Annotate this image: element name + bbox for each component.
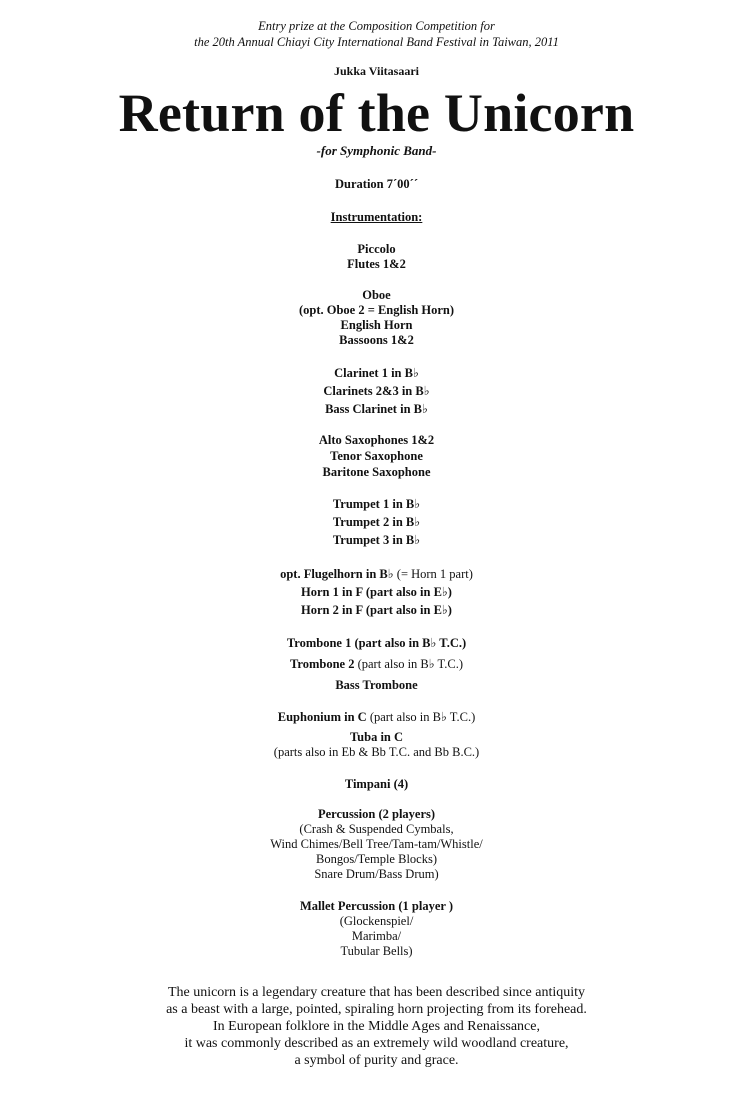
instrumentation-heading: Instrumentation: (330, 210, 423, 224)
instrument-line: Tenor Saxophone (330, 449, 423, 463)
euphonium-label: Euphonium in C (277, 710, 367, 724)
instrument-note: (Crash & Suspended Cymbals, (299, 822, 454, 836)
instrument-line: Trumpet 2 in B♭ (332, 515, 421, 529)
description-line: In European folklore in the Middle Ages and Renaissance, (213, 1019, 540, 1034)
instrument-note: Marimba/ (351, 929, 402, 943)
description-line: The unicorn is a legendary creature that has been described since antiquity (167, 985, 586, 1000)
instrument-line: Horn 2 in F (part also in E♭) (301, 603, 452, 617)
instrument-line: Clarinets 2&3 in B♭ (323, 384, 430, 398)
instrument-line: Tuba in C (349, 730, 404, 744)
composer-name: Jukka Viitasaari (333, 64, 420, 78)
instrument-line: Horn 1 in F (part also in E♭) (301, 585, 452, 599)
prize-line-1: Entry prize at the Composition Competition for (258, 19, 495, 33)
description-line: a symbol of purity and grace. (294, 1053, 459, 1068)
instrument-line: Percussion (2 players) (317, 807, 436, 821)
instrument-line: English Horn (340, 318, 413, 332)
instrument-line: Flutes 1&2 (347, 257, 406, 271)
instrument-note: Bongos/Temple Blocks) (316, 852, 437, 866)
instrument-note: Tubular Bells) (340, 944, 413, 958)
instrument-line: Mallet Percussion (1 player ) (300, 899, 453, 913)
description-line: as a beast with a large, pointed, spiraling horn projecting from its forehead. (166, 1002, 587, 1017)
flugelhorn-label: opt. Flugelhorn in B♭ (280, 567, 394, 581)
trombone2-label: Trombone 2 (289, 657, 355, 671)
trombone2-note: (part also in B♭ T.C.) (354, 657, 464, 671)
piece-subtitle: -for Symphonic Band- (316, 143, 437, 158)
instrument-line-flugelhorn (0, 567, 753, 581)
instrument-line: Oboe (362, 288, 391, 302)
instrument-line: Bass Trombone (335, 678, 418, 692)
instrument-note: Snare Drum/Bass Drum) (314, 867, 439, 881)
instrument-line: Trumpet 3 in B♭ (332, 533, 421, 547)
piece-title: Return of the Unicorn (118, 83, 635, 143)
prize-line-2: the 20th Annual Chiayi City International Band Festival in Taiwan, 2011 (194, 35, 559, 49)
instrument-note: (parts also in Eb & Bb T.C. and Bb B.C.) (273, 745, 480, 759)
instrument-line: Timpani (4) (344, 777, 409, 791)
instrument-line: (opt. Oboe 2 = English Horn) (298, 303, 455, 317)
instrument-line: Clarinet 1 in B♭ (334, 366, 419, 380)
instrument-note: (Glockenspiel/ (339, 914, 414, 928)
instrument-line: Piccolo (357, 242, 396, 256)
instrument-line: Trumpet 1 in B♭ (332, 497, 421, 511)
description-line: it was commonly described as an extremely wild woodland creature, (184, 1036, 569, 1051)
instrument-line: Alto Saxophones 1&2 (318, 433, 435, 447)
flugelhorn-note: (= Horn 1 part) (393, 567, 473, 581)
instrument-note: Wind Chimes/Bell Tree/Tam-tam/Whistle/ (270, 837, 483, 851)
instrument-line: Baritone Saxophone (322, 465, 431, 479)
instrument-line-euphonium (0, 710, 753, 724)
instrument-line: Bass Clarinet in B♭ (325, 402, 428, 416)
instrument-line: Trombone 1 (part also in B♭ T.C.) (286, 636, 467, 650)
instrument-line-trombone2 (0, 657, 753, 671)
euphonium-note: (part also in B♭ T.C.) (366, 710, 476, 724)
instrument-line: Bassoons 1&2 (339, 333, 414, 347)
duration: Duration 7´00´´ (335, 177, 418, 191)
